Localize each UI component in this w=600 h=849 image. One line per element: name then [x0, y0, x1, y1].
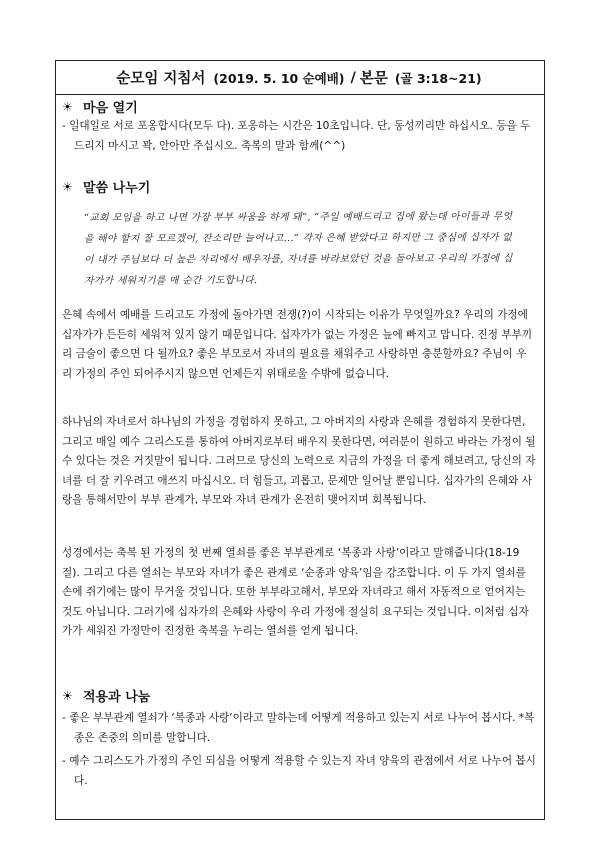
sun-icon: ☀: [62, 99, 73, 114]
sun-icon: ☀: [62, 688, 73, 703]
title-main: 순모임 지침서: [116, 71, 206, 87]
title-slash: /: [350, 69, 356, 86]
section-opening-heading: [62, 97, 138, 116]
sharing-paragraph-3: 성경에서는 축복 된 가정의 첫 번째 열쇠를 좋은 부부관계로 ‘복종과 사랑’이라고 말해줍니다(18-19절). 그리고 다른 열쇠는 부모와 자녀가 좋은 관계로 ‘순종과 양육’임을 강조합니다. 이 두 가지 열쇠를 손에 쥐기에는 많이 무거울 것입니다. 또한 부부라고해서, 부모와 자녀라고 해서 자동적으로 얻어지는 것도 아닙니다. 그러기에 십자가의 은혜와 사랑이 우리 가정에 절실히 요구되는 것입니다. 이처럼 십자가가 세워진 가정만이 진정한 축복을 누리는 열쇠를 얻게 됩니다.: [62, 547, 529, 637]
title-topic: 본문: [359, 71, 388, 87]
page-title: [56, 61, 544, 95]
title-reference: (골 3:18~21): [394, 70, 482, 86]
section-sharing-title: 말씀 나누기: [83, 181, 151, 196]
section-sharing-heading: [62, 177, 150, 196]
guide-frame: [55, 60, 545, 820]
section-application-title: 적용과 나눔: [83, 690, 151, 705]
sun-icon: ☀: [62, 179, 73, 194]
application-item: - 좋은 부부관계 열쇠가 ‘복종과 사랑’이라고 말하는데 어떻게 적용하고 있는지 서로 나누어 봅시다. *복종은 존중의 의미를 말합니다.: [62, 712, 535, 744]
handwritten-quote: “교회 모임을 하고 나면 가장 부부 싸움을 하게 돼”, “주일 예배드리고 집에 왔는데 아이들과 무엇을 해야 할지 잘 모르겠어, 잔소리만 늘어나고...” 각자 은혜 받았다고 하지만 그 중심에 십자가 없이 내가 주님보다 더 높은 자리에서 배우자를, 자녀를 바라보았던 것을 돌아보고 우리의 가정에 십자가가 세워지기를 매 순간 기도합니다.: [83, 211, 513, 287]
application-item: - 예수 그리스도가 가정의 주인 되심을 어떻게 적용할 수 있는지 자녀 양육의 관점에서 서로 나누어 봅시다.: [62, 755, 536, 787]
section-opening-title: 마음 열기: [83, 101, 138, 116]
section-application-heading: [62, 686, 150, 705]
sharing-paragraph-1: 은혜 속에서 예배를 드리고도 가정에 돌아가면 전쟁(?)이 시작되는 이유가 무엇일까요? 우리의 가정에 십자가가 든든히 세워져 있지 않기 때문입니다. 십자가가 없는 가정은 늪에 빠지고 맙니다. 진정 부부끼리 금술이 좋으면 다 될까요? 좋은 부모로서 자녀의 필요를 채워주고 사랑하면 충분할까요? 주님이 우리 가정의 주인 되어주시지 않으면 언제든지 위태로울 수밖에 없습니다.: [62, 309, 533, 380]
sharing-paragraph-2: 하나님의 자녀로서 하나님의 가정을 경험하지 못하고, 그 아버지의 사랑과 은혜를 경험하지 못한다면, 그리고 매일 예수 그리스도를 통하여 아버지로부터 배우지 못한다면, 여러분이 원하고 바라는 가정이 될 수 있다는 것은 거짓말이 됩니다. 그러므로 당신의 노력으로 지금의 가정을 더 좋게 해보려고, 당신의 자녀를 더 잘 키우려고 애쓰지 마십시오. 더 힘들고, 괴롭고, 문제만 일어날 뿐입니다. 십자가의 은혜와 사랑을 통해서만이 부부 관계가, 부모와 자녀 관계가 온전히 맺어지며 회복됩니다.: [62, 416, 536, 506]
opening-instruction: - 일대일로 서로 포옹합시다(모두 다). 포옹하는 시간은 10초입니다. 단, 동성끼리만 하십시오. 등을 두드리지 마시고 꽉, 안아만 주십시오. 축복의 말과 함께(^^): [62, 120, 531, 152]
title-date: (2019. 5. 10 순예배): [213, 70, 345, 86]
